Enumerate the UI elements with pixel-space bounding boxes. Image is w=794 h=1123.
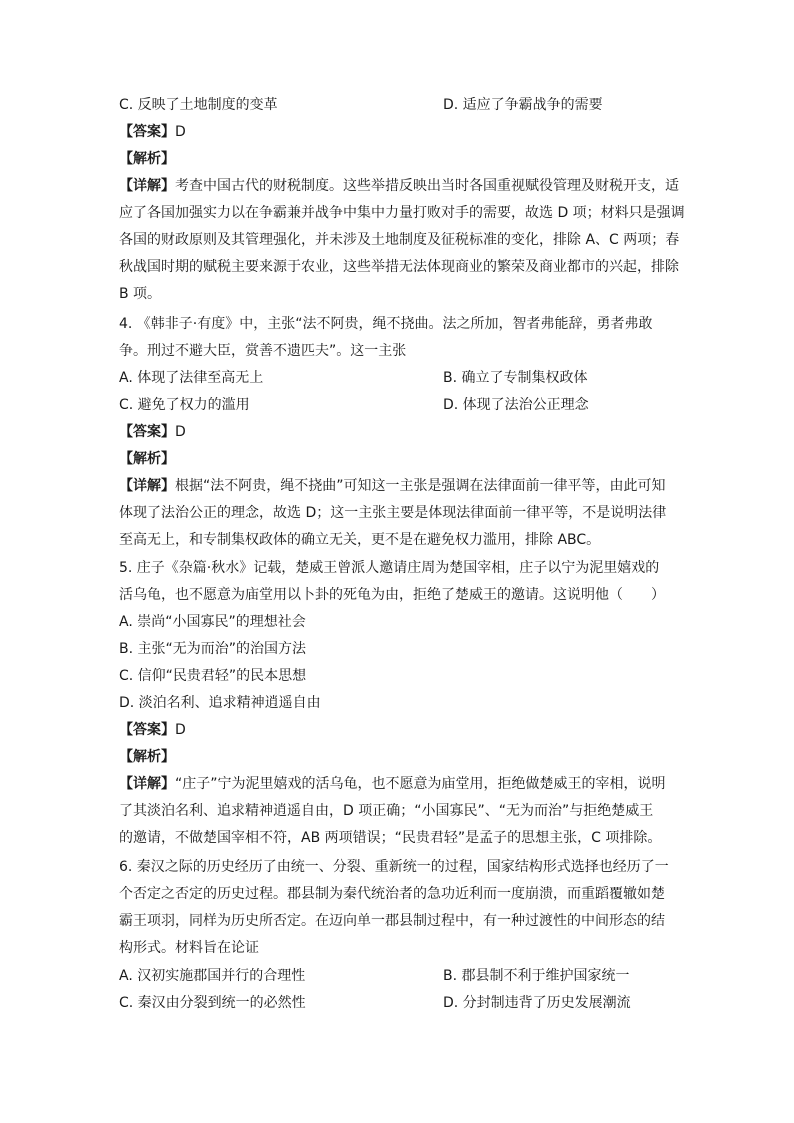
answer-tag: 【答案】: [119, 722, 175, 738]
q3-detail-line-2: 应了各国加强实力以在争霸兼并战争中集中力量打败对手的需要，故选 D 项；材料只是强调: [119, 205, 685, 221]
q3-detail-line-3: 各国的财政原则及其管理强化，并未涉及土地制度及征税标准的变化，排除 A、C 两项；春: [119, 232, 680, 248]
q5-stem-line-2: 活乌龟，也不愿意为庙堂用以卜卦的死龟为由，拒绝了楚威王的邀请。这说明他（ ）: [119, 587, 665, 603]
q4-option-c: C. 避免了权力的滥用: [119, 397, 250, 413]
q5-option-b: B. 主张“无为而治”的治国方法: [119, 641, 307, 657]
q4-option-d: D. 体现了法治公正理念: [443, 397, 589, 413]
q6-option-a: A. 汉初实施郡国并行的合理性: [119, 968, 306, 984]
q3-detail-line-1: [119, 176, 679, 196]
q3-answer-row: [119, 122, 186, 142]
q6-stem-line-2: 个否定之否定的历史过程。郡县制为秦代统治者的急功近利而一度崩溃，而重蹈覆辙如楚: [119, 886, 665, 902]
q3-option-d: D. 适应了争霸战争的需要: [443, 97, 603, 113]
detail-text: 根据“法不阿贵，绳不挠曲”可知这一主张是强调在法律面前一律平等，由此可知: [175, 478, 666, 494]
detail-tag: 【详解】: [119, 478, 175, 494]
q4-option-a: A. 体现了法律至高无上: [119, 370, 264, 386]
q4-detail-line-1: [119, 476, 666, 496]
detail-tag: 【详解】: [119, 178, 175, 194]
q3-detail-line-4: 秋战国时期的赋税主要来源于农业，这些举措无法体现商业的繁荣及商业都市的兴起，排除: [119, 259, 679, 275]
q5-analysis-tag: 【解析】: [119, 749, 175, 765]
q4-detail-line-2: 体现了法治公正的理念，故选 D；这一主张主要是体现法律面前一律平等，不是说明法律: [119, 505, 667, 521]
q4-detail-line-3: 至高无上，和专制集权政体的确立无关，更不是在避免权力滥用，排除 ABC。: [119, 532, 601, 548]
q6-option-d: D. 分封制违背了历史发展潮流: [443, 995, 631, 1011]
q5-answer-row: [119, 720, 186, 740]
q3-detail-line-5: B 项。: [119, 286, 162, 302]
q5-option-a: A. 崇尚“小国寡民”的理想社会: [119, 614, 306, 630]
detail-text: “庄子”宁为泥里嬉戏的活乌龟，也不愿意为庙堂用，拒绝做楚威王的宰相，说明: [175, 776, 666, 792]
q5-detail-line-3: 的邀请，不做楚国宰相不符，AB 两项错误；“民贵君轻”是孟子的思想主张，C 项排除。: [119, 830, 662, 846]
q6-option-b: B. 郡县制不利于维护国家统一: [443, 968, 630, 984]
q4-answer-row: [119, 422, 186, 442]
q5-detail-line-2: 了其淡泊名利、追求精神逍遥自由，D 项正确；“小国寡民”、“无为而治”与拒绝楚威王: [119, 803, 654, 819]
answer-tag: 【答案】: [119, 424, 175, 440]
q3-option-c: C. 反映了土地制度的变革: [119, 97, 278, 113]
q6-stem-line-1: 6. 秦汉之际的历史经历了由统一、分裂、重新统一的过程，国家结构形式选择也经历了一: [119, 859, 669, 875]
answer-value: D: [175, 124, 186, 140]
q6-stem-line-4: 构形式。材料旨在论证: [119, 940, 259, 956]
q3-analysis-tag: 【解析】: [119, 151, 175, 167]
q4-stem-line-2: 争。刑过不避大臣，赏善不遗匹夫”。这一主张: [119, 343, 407, 359]
answer-tag: 【答案】: [119, 124, 175, 140]
answer-value: D: [175, 424, 186, 440]
q6-stem-line-3: 霸王项羽，同样为历史所否定。在迈向单一郡县制过程中，有一种过渡性的中间形态的结: [119, 913, 665, 929]
q4-analysis-tag: 【解析】: [119, 451, 175, 467]
q4-stem-line-1: 4. 《韩非子·有度》中，主张“法不阿贵，绳不挠曲。法之所加，智者弗能辞，勇者弗敢: [119, 316, 653, 332]
q5-option-d: D. 淡泊名利、追求精神逍遥自由: [119, 695, 321, 711]
answer-value: D: [175, 722, 186, 738]
q5-stem-line-1: 5. 庄子《杂篇·秋水》记载，楚威王曾派人邀请庄周为楚国宰相，庄子以宁为泥里嬉戏的: [119, 560, 660, 576]
detail-text: 考查中国古代的财税制度。这些举措反映出当时各国重视赋役管理及财税开支，适: [175, 178, 679, 194]
q5-option-c: C. 信仰“民贵君轻”的民本思想: [119, 668, 307, 684]
q6-option-c: C. 秦汉由分裂到统一的必然性: [119, 995, 306, 1011]
q4-option-b: B. 确立了专制集权政体: [443, 370, 588, 386]
detail-tag: 【详解】: [119, 776, 175, 792]
q5-detail-line-1: [119, 774, 666, 794]
